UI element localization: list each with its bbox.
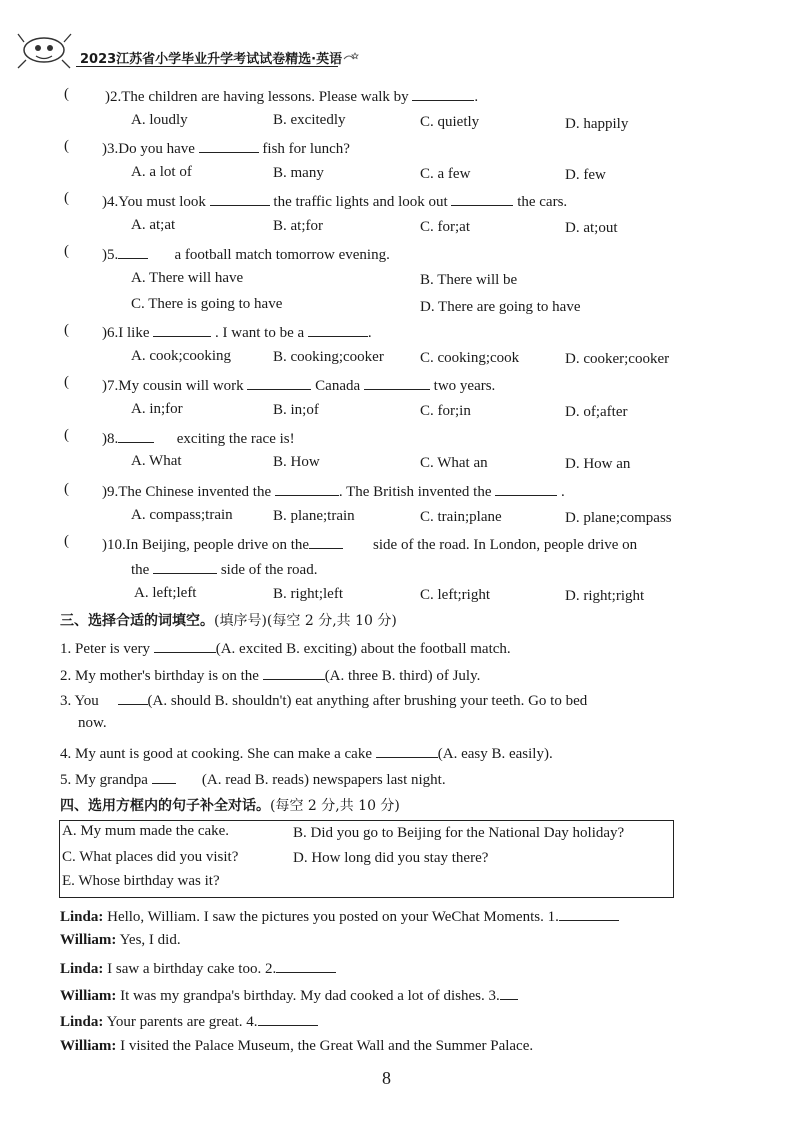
q5-option-b: B. There will be: [420, 272, 518, 288]
q8-option-d: D. How an: [565, 456, 631, 472]
question-10: )10.In Beijing, people drive on the side of the road. In London, people drive on: [102, 534, 637, 554]
q3-option-d: D. few: [565, 167, 606, 183]
question-3: )3.Do you have fish for lunch?: [102, 138, 350, 158]
question-8: )8. exciting the race is!: [102, 428, 295, 448]
s3-item-3: 3. You (A. should B. shouldn't) eat anything after brushing your teeth. Go to bed: [60, 690, 587, 710]
q4-option-a: A. at;at: [131, 217, 176, 233]
q4-option-c: C. for;at: [420, 219, 470, 235]
s3-item-5: 5. My grandpa (A. read B. reads) newspapers last night.: [60, 769, 446, 789]
q5-option-d: D. There are going to have: [420, 299, 581, 315]
q5-option-c: C. There is going to have: [131, 296, 283, 312]
answer-paren: (: [64, 322, 69, 338]
q7-option-a: A. in;for: [131, 401, 183, 417]
s3-item-4: 4. My aunt is good at cooking. She can make a cake (A. easy B. easily).: [60, 743, 553, 763]
q8-option-a: A. What: [131, 453, 182, 469]
dialogue-line-5: Linda: Your parents are great. 4.: [60, 1011, 318, 1031]
q10-option-d: D. right;right: [565, 588, 645, 604]
q3-option-c: C. a few: [420, 166, 471, 182]
dialogue-line-2: William: Yes, I did.: [60, 932, 181, 948]
q2-option-b: B. excitedly: [273, 112, 346, 128]
q3-option-a: A. a lot of: [131, 164, 192, 180]
header-star-icon: [342, 50, 360, 64]
section-3-heading: 三、选择合适的词填空。(填序号)(每空 2 分,共 10 分): [60, 613, 397, 629]
q9-option-d: D. plane;compass: [565, 510, 672, 526]
q2-option-a: A. loudly: [131, 112, 188, 128]
box-option-d: D. How long did you stay there?: [293, 850, 489, 866]
q6-option-c: C. cooking;cook: [420, 350, 520, 366]
question-7: )7.My cousin will work Canada two years.: [102, 375, 495, 395]
q2-option-d: D. happily: [565, 116, 629, 132]
answer-paren: (: [64, 138, 69, 154]
header-underline: [76, 66, 338, 67]
q6-option-a: A. cook;cooking: [131, 348, 231, 364]
q9-option-a: A. compass;train: [131, 507, 233, 523]
question-9: )9.The Chinese invented the . The British invented the .: [102, 481, 565, 501]
q7-option-d: D. of;after: [565, 404, 628, 420]
box-option-e: E. Whose birthday was it?: [62, 873, 220, 889]
answer-paren: (: [64, 533, 69, 549]
q6-option-d: D. cooker;cooker: [565, 351, 670, 367]
box-option-b: B. Did you go to Beijing for the National Day holiday?: [293, 825, 625, 841]
section-4-heading: 四、选用方框内的句子补全对话。(每空 2 分,共 10 分): [60, 798, 400, 814]
s3-item-3-line2: now.: [78, 715, 107, 731]
answer-paren: (: [64, 190, 69, 206]
page-number: 8: [382, 1068, 391, 1088]
q10-option-a: A. left;left: [134, 585, 197, 601]
answer-paren: (: [64, 427, 69, 443]
q6-option-b: B. cooking;cooker: [273, 349, 384, 365]
answer-paren: (: [64, 86, 69, 102]
question-4: )4.You must look the traffic lights and look out the cars.: [102, 191, 567, 211]
q10-option-b: B. right;left: [273, 586, 343, 602]
answer-paren: (: [64, 481, 69, 497]
q2-option-c: C. quietly: [420, 114, 480, 130]
dialogue-line-3: Linda: I saw a birthday cake too. 2.: [60, 958, 336, 978]
box-option-a: A. My mum made the cake.: [62, 823, 230, 839]
q4-option-b: B. at;for: [273, 218, 323, 234]
answer-paren: (: [64, 243, 69, 259]
s3-item-1: 1. Peter is very (A. excited B. exciting) about the football match.: [60, 638, 511, 658]
q7-option-c: C. for;in: [420, 403, 471, 419]
header-mascot-icon: [14, 30, 76, 72]
answer-paren: (: [64, 374, 69, 390]
header-title: 2023江苏省小学毕业升学考试试卷精选·英语: [80, 52, 343, 67]
q3-option-b: B. many: [273, 165, 324, 181]
q9-option-b: B. plane;train: [273, 508, 355, 524]
dialogue-line-1: Linda: Hello, William. I saw the pictures you posted on your WeChat Moments. 1.: [60, 906, 619, 926]
q10-option-c: C. left;right: [420, 587, 490, 603]
q9-option-c: C. train;plane: [420, 509, 502, 525]
dialogue-line-6: William: I visited the Palace Museum, the Great Wall and the Summer Palace.: [60, 1038, 534, 1054]
q8-option-c: C. What an: [420, 455, 488, 471]
box-option-c: C. What places did you visit?: [62, 849, 239, 865]
q8-option-b: B. How: [273, 454, 320, 470]
q4-option-d: D. at;out: [565, 220, 618, 236]
question-5: )5. a football match tomorrow evening.: [102, 244, 390, 264]
question-6: )6.I like . I want to be a .: [102, 322, 372, 342]
s3-item-2: 2. My mother's birthday is on the (A. three B. third) of July.: [60, 665, 480, 685]
question-2: )2.The children are having lessons. Please walk by .: [105, 86, 478, 106]
dialogue-line-4: William: It was my grandpa's birthday. My dad cooked a lot of dishes. 3.: [60, 985, 518, 1005]
question-10-line2: the side of the road.: [131, 559, 317, 579]
q7-option-b: B. in;of: [273, 402, 319, 418]
q5-option-a: A. There will have: [131, 270, 244, 286]
